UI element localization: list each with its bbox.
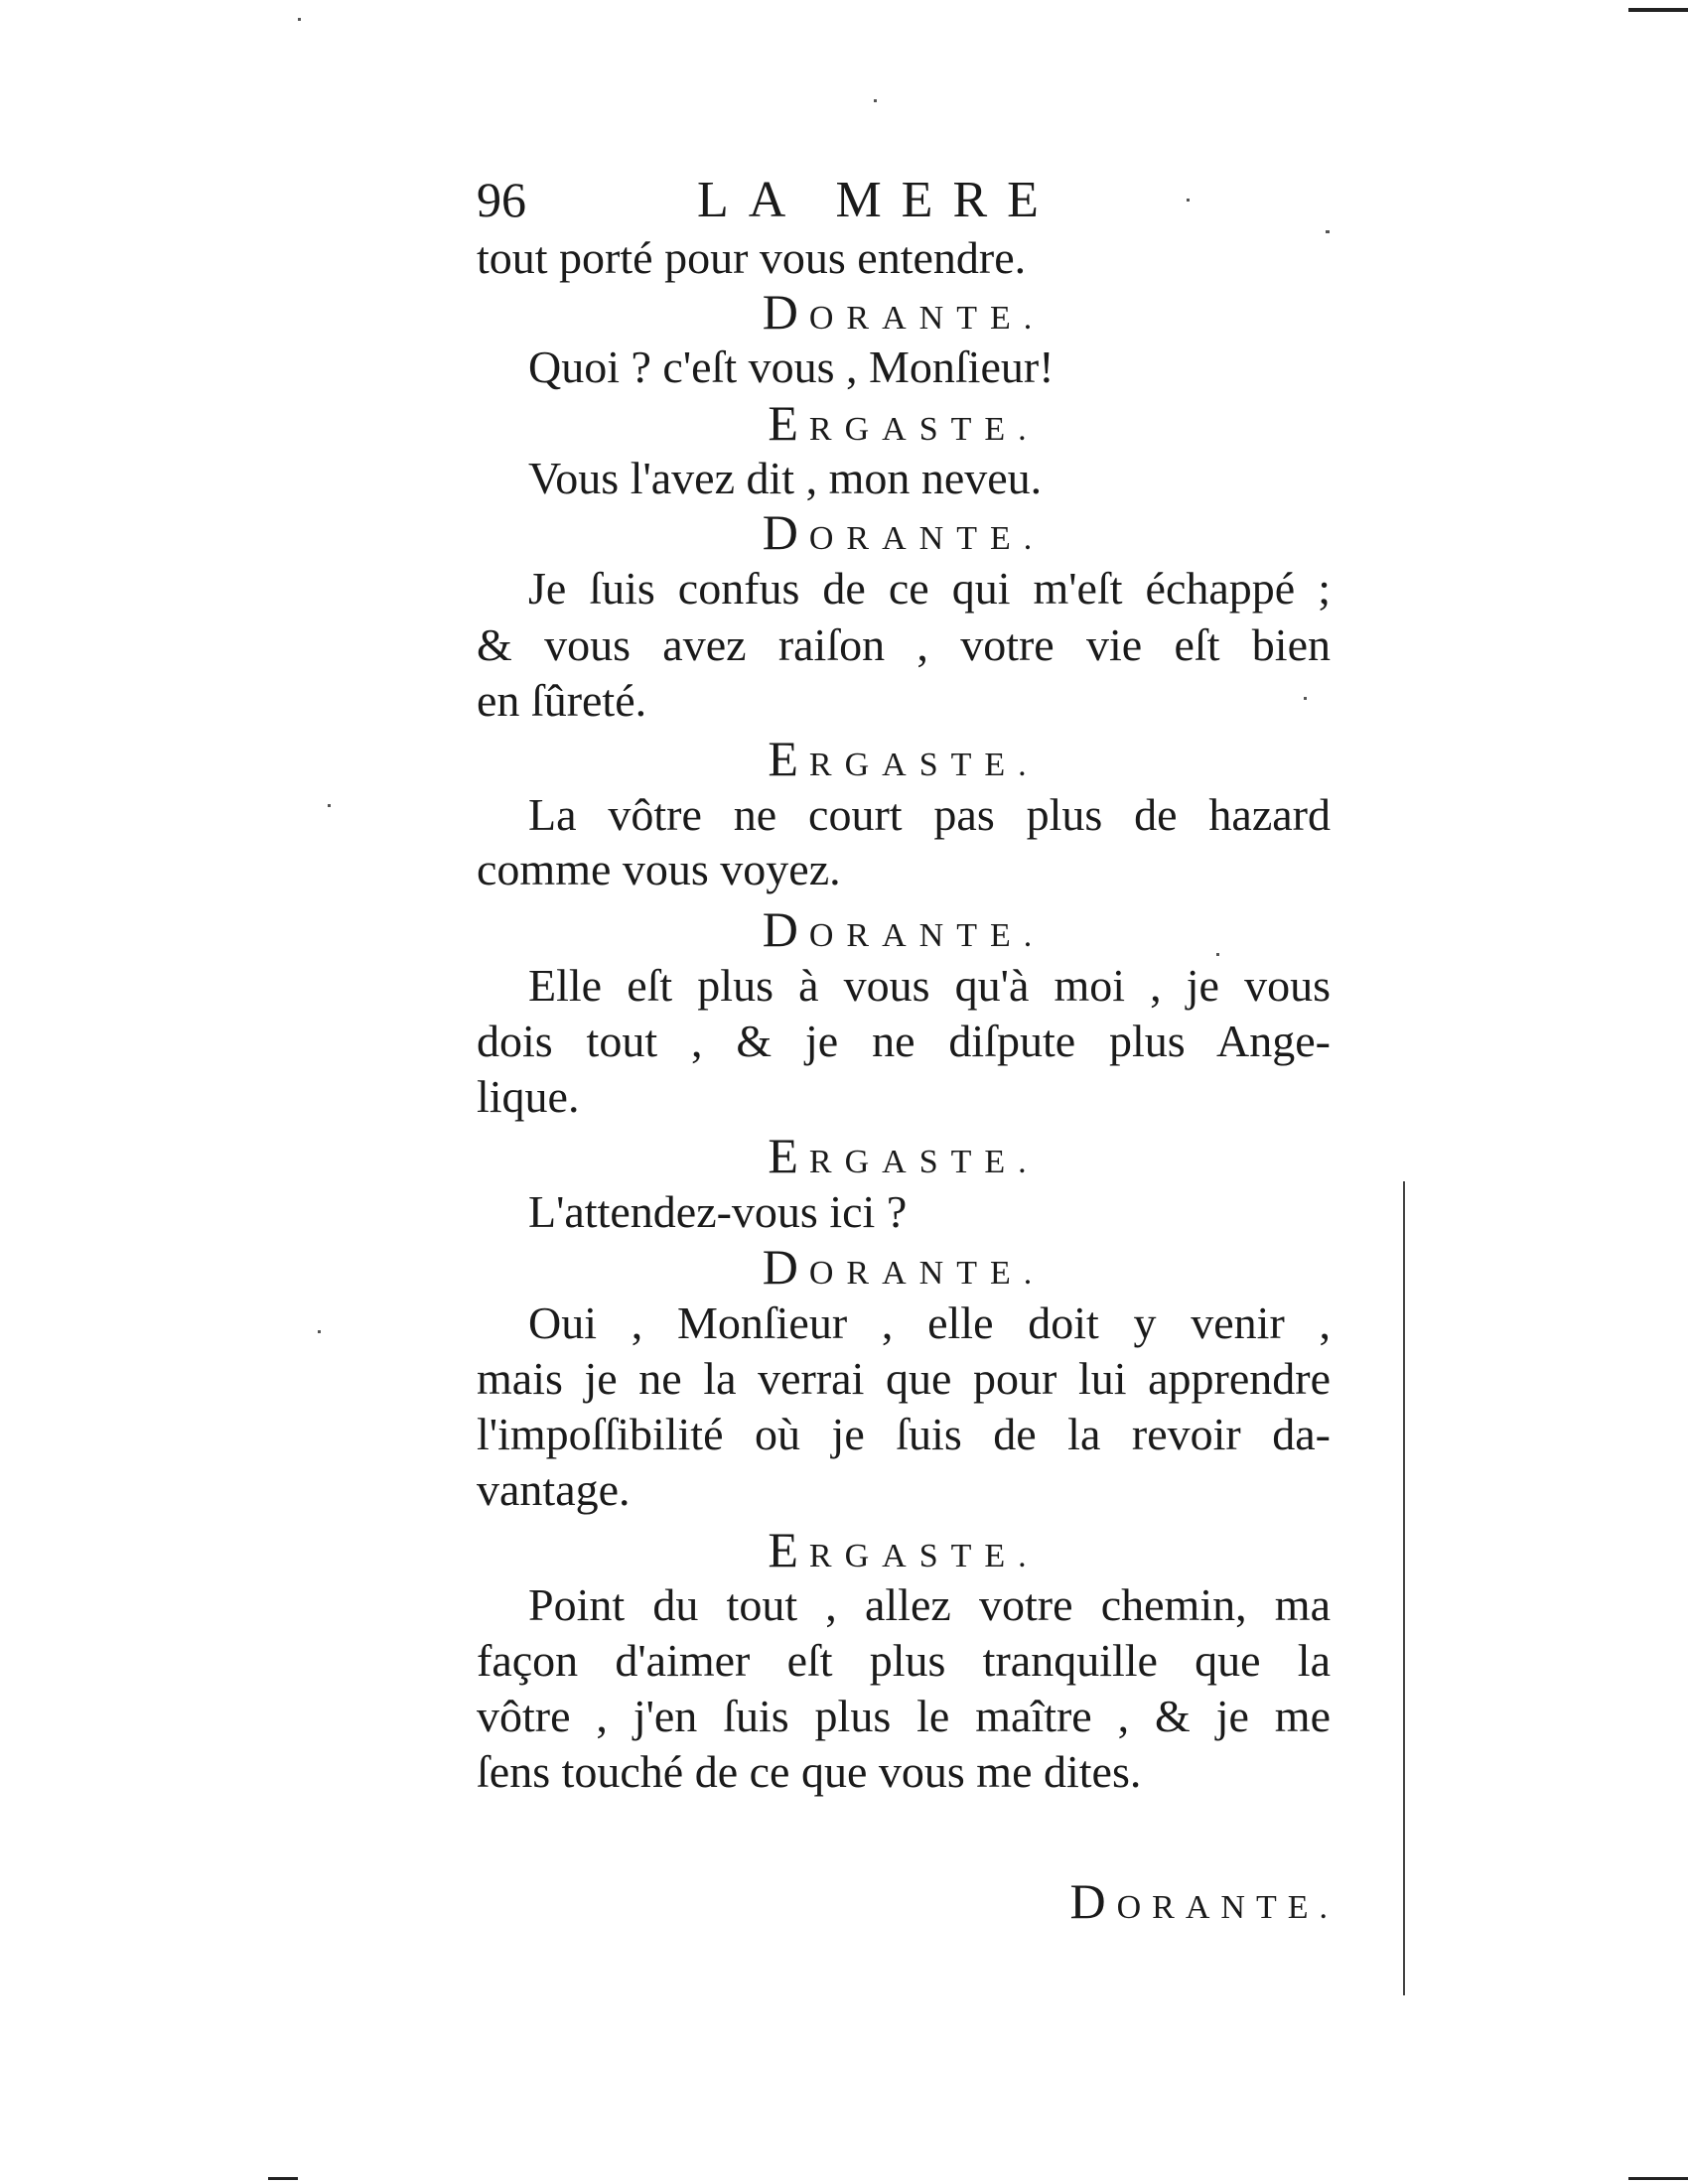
page-number: 96 xyxy=(477,172,526,227)
text-line: Je ſuis confus de ce qui m'eſt échappé ; xyxy=(528,563,1331,614)
speaker-ergaste: ERGASTE. xyxy=(768,395,1040,451)
speaker-dorante: DORANTE. xyxy=(762,1239,1046,1295)
text-line: l'impoſſibilité où je ſuis de la revoir da- xyxy=(477,1409,1331,1459)
text-line: Quoi ? c'eſt vous , Monſieur! xyxy=(528,341,1055,392)
speaker-ergaste: ERGASTE. xyxy=(768,731,1040,786)
text-line: mais je ne la verrai que pour lui apprendre xyxy=(477,1353,1331,1404)
text-line: L'attendez-vous ici ? xyxy=(528,1186,908,1237)
speaker-dorante: DORANTE. xyxy=(762,504,1046,560)
speaker-dorante: DORANTE. xyxy=(762,284,1046,340)
speaker-ergaste: ERGASTE. xyxy=(768,1128,1040,1183)
corner-rule xyxy=(1628,8,1688,12)
text-line: lique. xyxy=(477,1071,580,1122)
text-line: Elle eſt plus à vous qu'à moi , je vous xyxy=(528,960,1331,1011)
text-line: comme vous voyez. xyxy=(477,844,841,894)
text-line: tout porté pour vous entendre. xyxy=(477,232,1027,283)
speck xyxy=(1216,953,1219,956)
text-line: façon d'aimer eſt plus tranquille que la xyxy=(477,1635,1331,1686)
catchword: DORANTE. xyxy=(1069,1873,1338,1929)
text-line: vôtre , j'en ſuis plus le maître , & je me xyxy=(477,1691,1331,1741)
text-line: en ſûreté. xyxy=(477,675,647,726)
speck xyxy=(874,99,877,102)
speck xyxy=(1326,230,1330,233)
speck xyxy=(298,18,301,21)
text-line: & vous avez raiſon , votre vie eſt bien xyxy=(477,619,1331,670)
speck xyxy=(328,804,331,807)
speck xyxy=(1187,199,1190,202)
speaker-dorante: DORANTE. xyxy=(762,901,1046,957)
text-line: dois tout , & je ne diſpute plus Ange- xyxy=(477,1016,1331,1066)
text-line: ſens touché de ce que vous me dites. xyxy=(477,1746,1142,1797)
bottom-rule xyxy=(1628,2177,1688,2180)
text-line: La vôtre ne court pas plus de hazard xyxy=(528,789,1331,840)
speck xyxy=(1304,697,1307,700)
text-line: vantage. xyxy=(477,1464,631,1515)
text-line: Vous l'avez dit , mon neveu. xyxy=(528,453,1043,503)
text-line: Point du tout , allez votre chemin, ma xyxy=(528,1579,1331,1630)
speaker-ergaste: ERGASTE. xyxy=(768,1522,1040,1577)
edge-line xyxy=(1403,1181,1405,1995)
bottom-rule xyxy=(268,2177,298,2180)
running-title: LA MERE xyxy=(697,172,1058,228)
speck xyxy=(318,1330,321,1333)
text-line: Oui , Monſieur , elle doit y venir , xyxy=(528,1297,1331,1348)
